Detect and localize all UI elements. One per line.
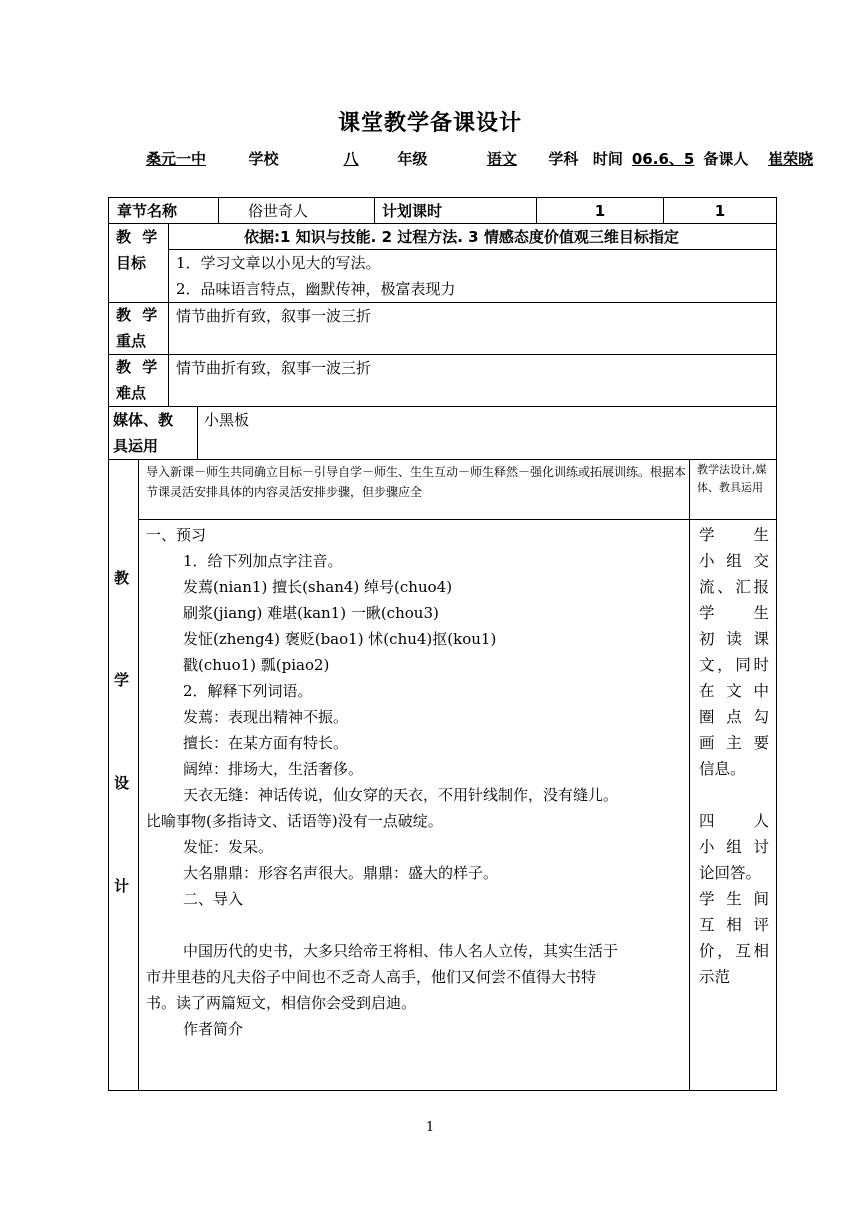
- subject-label: 学科: [548, 150, 579, 168]
- goal-item: 1．学习文章以小见大的写法。: [176, 254, 381, 272]
- design-side: [699, 522, 769, 990]
- design-label-char: 学: [114, 671, 130, 689]
- hours-value-1: 1: [594, 202, 606, 220]
- page-title: 课堂教学备课设计: [337, 111, 522, 136]
- design-side-line: 圈点勾: [699, 708, 769, 726]
- chapter-value: 俗世奇人: [248, 202, 309, 220]
- design-side-line: 学 生: [699, 604, 769, 622]
- page-number: 1: [425, 1120, 435, 1135]
- design-label-char: 计: [114, 877, 130, 895]
- design-side-line: 价，互相: [699, 942, 769, 960]
- design-label-char: 教: [114, 569, 130, 587]
- design-line: 阔绰：排场大，生活奢侈。: [183, 760, 364, 778]
- media-label: 媒体、教 具运用: [113, 411, 174, 455]
- hours-label: 计划课时: [382, 202, 443, 220]
- design-line: 擅长：在某方面有特长。: [183, 734, 349, 752]
- design-side-line: 四 人: [699, 812, 769, 830]
- goal-list: [176, 250, 456, 302]
- design-line: 一、预习: [146, 526, 207, 544]
- design-line: 发怔：发呆。: [183, 838, 274, 856]
- school-value: 桑元一中: [145, 150, 206, 168]
- design-side-line: 示范: [699, 968, 731, 986]
- design-line: 大名鼎鼎：形容名声很大。鼎鼎：盛大的样子。: [183, 864, 499, 882]
- design-side-line: 学生间: [699, 890, 769, 908]
- info-line: [93, 148, 828, 169]
- design-line: 比喻事物(多指诗文、话语等)没有一点破绽。: [146, 812, 443, 830]
- grade-value: 八: [343, 150, 359, 168]
- design-side-line: 互相评: [699, 916, 769, 934]
- design-line: 发蔫(nian1) 擅长(shan4) 绰号(chuo4): [183, 578, 453, 596]
- design-label-char: 设: [114, 774, 130, 792]
- design-intro: 导入新课－师生共同确立目标－引导自学－师生、生生互动－师生释然－强化训练或拓展训练。根据本节课灵活安排具体的内容灵活安排步骤，但步骤应全: [146, 465, 687, 499]
- hours-value-2: 1: [714, 202, 726, 220]
- design-side-line: 小组交: [699, 552, 769, 570]
- design-line: 刷浆(jiang) 难堪(kan1) 一瞅(chou3): [183, 604, 439, 622]
- design-side-line: 流、汇报: [699, 578, 769, 596]
- design-side-line: 信息。: [699, 760, 746, 778]
- design-line: 中国历代的史书，大多只给帝王将相、伟人名人立传，其实生活于: [183, 942, 619, 960]
- goal-basis: 依据:1 知识与技能. 2 过程方法. 3 情感态度价值观三维目标指定: [244, 228, 679, 246]
- design-line: 发怔(zheng4) 褒贬(bao1) 怵(chu4)抠(kou1): [183, 630, 497, 648]
- design-method-header: 教学法设计,媒体、教具运用: [697, 463, 767, 494]
- time-label: 时间: [592, 150, 623, 168]
- design-line: 市井里巷的凡夫俗子中间也不乏奇人高手，他们又何尝不值得大书特: [146, 968, 597, 986]
- difficulty-value: 情节曲折有致，叙事一波三折: [176, 359, 372, 377]
- subject-value: 语文: [486, 150, 517, 168]
- design-side-line: 学 生: [699, 526, 769, 544]
- chapter-label: 章节名称: [117, 202, 178, 220]
- key-value: 情节曲折有致，叙事一波三折: [176, 307, 372, 325]
- design-line: [146, 912, 686, 938]
- design-side-line: 小组讨: [699, 838, 769, 856]
- design-side-line: 画主要: [699, 734, 769, 752]
- school-label: 学校: [248, 150, 279, 168]
- teacher-value: 崔荣晓: [768, 150, 814, 168]
- grade-label: 年级: [397, 150, 428, 168]
- media-value: 小黑板: [204, 411, 250, 429]
- design-line: 发蔫：表现出精神不振。: [183, 708, 349, 726]
- design-line: 2．解释下列词语。: [183, 682, 313, 700]
- difficulty-label: 教 学 难点: [116, 358, 161, 402]
- design-side-line: 在文中: [699, 682, 769, 700]
- design-line: 二、导入: [183, 890, 244, 908]
- design-body: [146, 522, 686, 1042]
- design-line: 天衣无缝：神话传说，仙女穿的天衣，不用针线制作，没有缝儿。: [183, 786, 619, 804]
- key-label: 教 学 重点: [116, 306, 161, 350]
- design-line: 书。读了两篇短文，相信你会受到启迪。: [146, 994, 417, 1012]
- goal-label: 教 学 目标: [116, 228, 161, 272]
- design-side-line: 论回答。: [699, 864, 762, 882]
- design-side-line: 文，同时: [699, 656, 769, 674]
- goal-item: 2．品味语言特点，幽默传神，极富表现力: [176, 280, 456, 298]
- design-side-line: [699, 782, 769, 808]
- design-line: 戳(chuo1) 瓢(piao2): [183, 656, 330, 674]
- teacher-label: 备课人: [703, 150, 749, 168]
- design-side-line: 初读课: [699, 630, 769, 648]
- design-line: 作者简介: [183, 1020, 244, 1038]
- design-line: 1．给下列加点字注音。: [183, 552, 343, 570]
- time-value: 06.6、5: [631, 150, 695, 168]
